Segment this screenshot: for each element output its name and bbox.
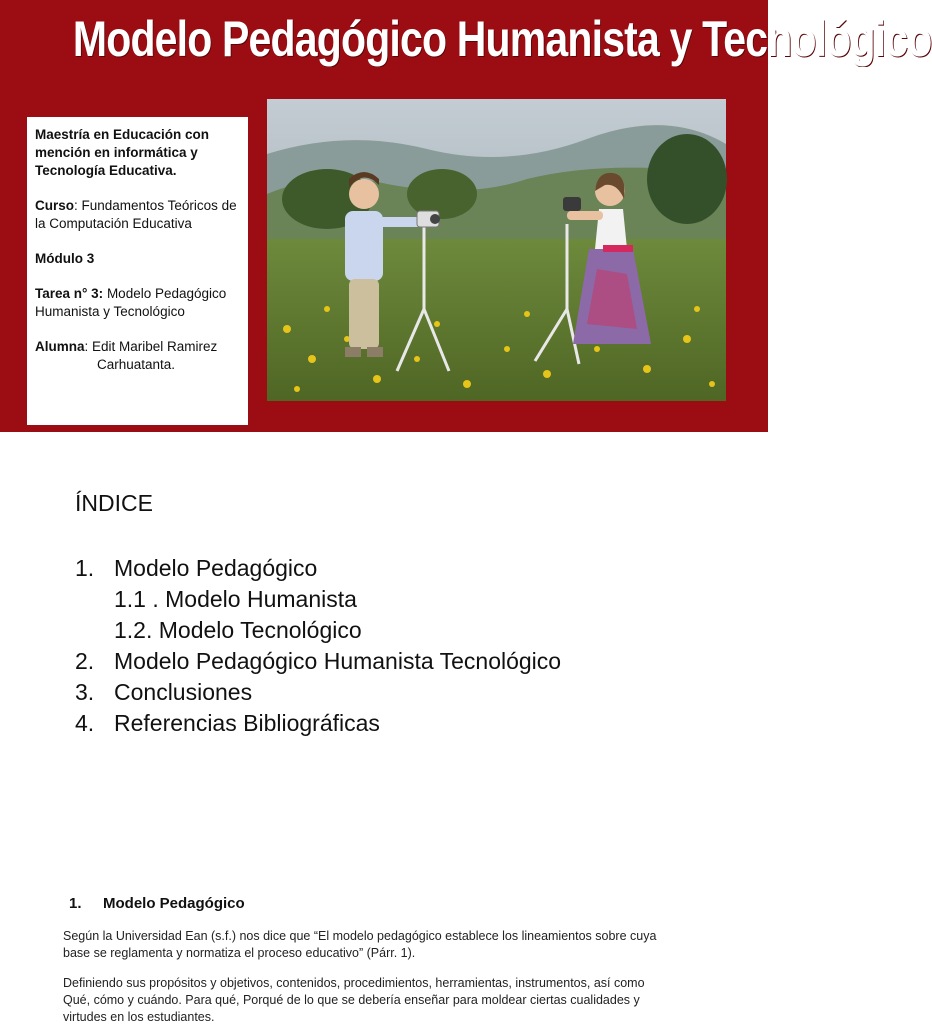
cover-photo (267, 99, 726, 401)
toc-item (75, 708, 561, 739)
toc-label: Referencias Bibliográficas (114, 710, 380, 736)
toc-label: Modelo Pedagógico (114, 555, 318, 581)
task-label: Tarea n° 3: (35, 286, 104, 301)
task-line (35, 285, 240, 321)
toc-item (75, 615, 561, 646)
student-line (35, 338, 240, 374)
paragraph: Definiendo sus propósitos y objetivos, contenidos, procedimientos, herramientas, instrumentos, así como Qué, cómo y cuándo. Para qué, Porqué de lo que se debería enseñar para moldear ciertas cualidades y virtudes en los estudiantes. (63, 976, 645, 1024)
section-heading (69, 895, 245, 912)
student-label: Alumna (35, 339, 85, 354)
children-photographing-image (267, 99, 726, 401)
cover-title: Modelo Pedagógico Humanista y Tecnológico (72, 11, 932, 67)
toc-item (75, 584, 561, 615)
toc-number: 4. (75, 710, 95, 736)
task-value: Modelo Pedagógico Humanista y Tecnológico (35, 286, 227, 319)
toc-label: Modelo Pedagógico Humanista Tecnológico (114, 648, 562, 674)
toc-label: Conclusiones (114, 679, 253, 705)
toc-item (75, 646, 561, 677)
student-name-2: Carhuatanta. (97, 357, 176, 372)
toc-label: 1.2. Modelo Tecnológico (114, 617, 362, 643)
module-label: Módulo 3 (35, 251, 95, 266)
toc-number: 1. (75, 555, 95, 581)
course-label: Curso (35, 198, 75, 213)
paragraph: Según la Universidad Ean (s.f.) nos dice que “El modelo pedagógico establece los lineamientos sobre cuya base se reglamenta y normatiza el proceso educativo” (Párr. 1). (63, 929, 657, 960)
index-title: ÍNDICE (75, 490, 153, 516)
toc-label: 1.1 . Modelo Humanista (114, 586, 357, 612)
toc-number: 2. (75, 648, 95, 674)
toc-item (75, 677, 561, 708)
course-value: : Fundamentos Teóricos de la Computación Educativa (35, 198, 237, 231)
cover-info-box (27, 117, 248, 425)
student-name-1: : Edit Maribel Ramirez (84, 339, 218, 354)
cover-slide (0, 0, 932, 432)
program-name: Maestría en Educación con mención en informática y Tecnología Educativa. (35, 127, 210, 178)
table-of-contents (75, 553, 561, 739)
toc-number: 3. (75, 679, 95, 705)
toc-item (75, 553, 561, 584)
section-title: Modelo Pedagógico (103, 895, 245, 912)
section-number: 1. (69, 895, 82, 912)
course-line (35, 197, 240, 233)
